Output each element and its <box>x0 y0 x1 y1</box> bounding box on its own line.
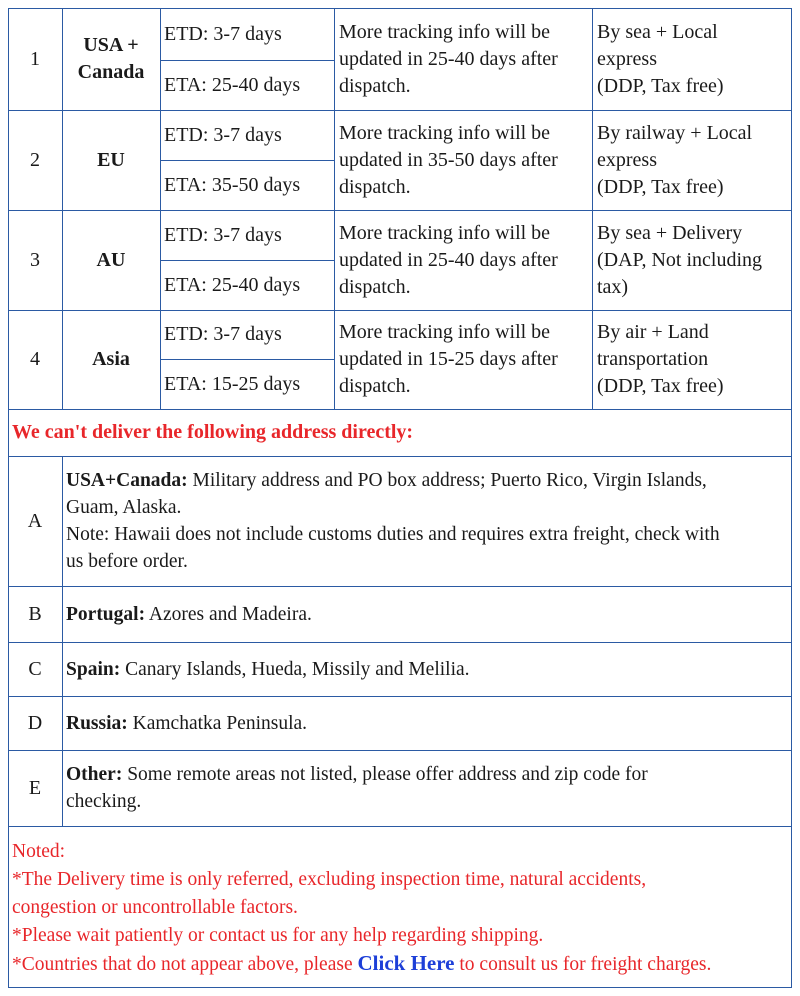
tracking-info-cell: More tracking info will be updated in 25-40 days after dispatch. <box>339 221 558 298</box>
tracking-info-cell: More tracking info will be updated in 25-40 days after dispatch. <box>339 20 558 97</box>
row-number: 3 <box>30 248 40 271</box>
region-cell: AU <box>96 248 126 271</box>
etd-cell: ETD: 3-7 days <box>164 123 282 146</box>
etd-cell: ETD: 3-7 days <box>164 22 282 45</box>
notes-title: Noted: <box>12 841 66 862</box>
row-number: 1 <box>30 47 40 70</box>
restriction-label: Other: <box>66 764 123 785</box>
restriction-label: USA+Canada: <box>66 470 188 491</box>
eta-cell: ETA: 15-25 days <box>164 372 301 395</box>
note-line: *The Delivery time is only referred, excluding inspection time, natural accidents, <box>12 869 647 890</box>
restriction-letter: B <box>28 602 42 625</box>
note-line: *Please wait patiently or contact us for any help regarding shipping. <box>12 925 544 946</box>
eta-cell: ETA: 25-40 days <box>164 273 301 296</box>
restriction-detail: Spain: Canary Islands, Hueda, Missily and Melilia. <box>66 658 470 680</box>
restriction-label: Portugal: <box>66 603 146 625</box>
restriction-letter: A <box>27 509 43 532</box>
restriction-detail: Portugal: Azores and Madeira. <box>66 603 312 625</box>
tracking-info-cell: More tracking info will be updated in 15-25 days after dispatch. <box>339 321 558 397</box>
restriction-letter: C <box>28 657 42 680</box>
shipping-method-cell: By railway + Local express (DDP, Tax free) <box>597 121 753 198</box>
region-cell: Asia <box>92 348 130 370</box>
row-number: 2 <box>30 148 40 171</box>
eta-cell: ETA: 25-40 days <box>164 73 301 96</box>
restriction-detail: Russia: Kamchatka Peninsula. <box>66 712 308 734</box>
note-line: *Countries that do not appear above, please Click Here to consult us for freight charges. <box>12 951 712 975</box>
note-line: congestion or uncontrollable factors. <box>12 897 298 918</box>
restriction-label: Russia: <box>66 712 128 734</box>
row-number: 4 <box>30 348 40 370</box>
shipping-method-cell: By air + Land transportation (DDP, Tax free) <box>597 321 724 397</box>
etd-cell: ETD: 3-7 days <box>164 323 282 345</box>
restriction-detail: USA+Canada: Military address and PO box address; Puerto Rico, Virgin Islands, Guam, Alaska. Note: Hawaii does not include customs duties and requires extra freight, check with us before order. <box>66 470 720 572</box>
tracking-info-cell: More tracking info will be updated in 35-50 days after dispatch. <box>339 121 558 198</box>
click-here-link[interactable]: Click Here <box>357 951 455 975</box>
etd-cell: ETD: 3-7 days <box>164 223 282 246</box>
restriction-letter: D <box>27 711 43 734</box>
notes-section <box>12 838 788 978</box>
restriction-letter: E <box>28 776 42 799</box>
restriction-detail: Other: Some remote areas not listed, please offer address and zip code for checking. <box>66 764 648 812</box>
restriction-heading: We can't deliver the following address directly: <box>12 421 414 443</box>
eta-cell: ETA: 35-50 days <box>164 173 301 196</box>
region-cell: USA + Canada <box>77 34 145 83</box>
region-cell: EU <box>97 148 125 171</box>
shipping-method-cell: By sea + Local express (DDP, Tax free) <box>597 20 724 97</box>
shipping-method-cell: By sea + Delivery (DAP, Not including tax) <box>597 221 762 298</box>
restriction-label: Spain: <box>66 658 121 680</box>
